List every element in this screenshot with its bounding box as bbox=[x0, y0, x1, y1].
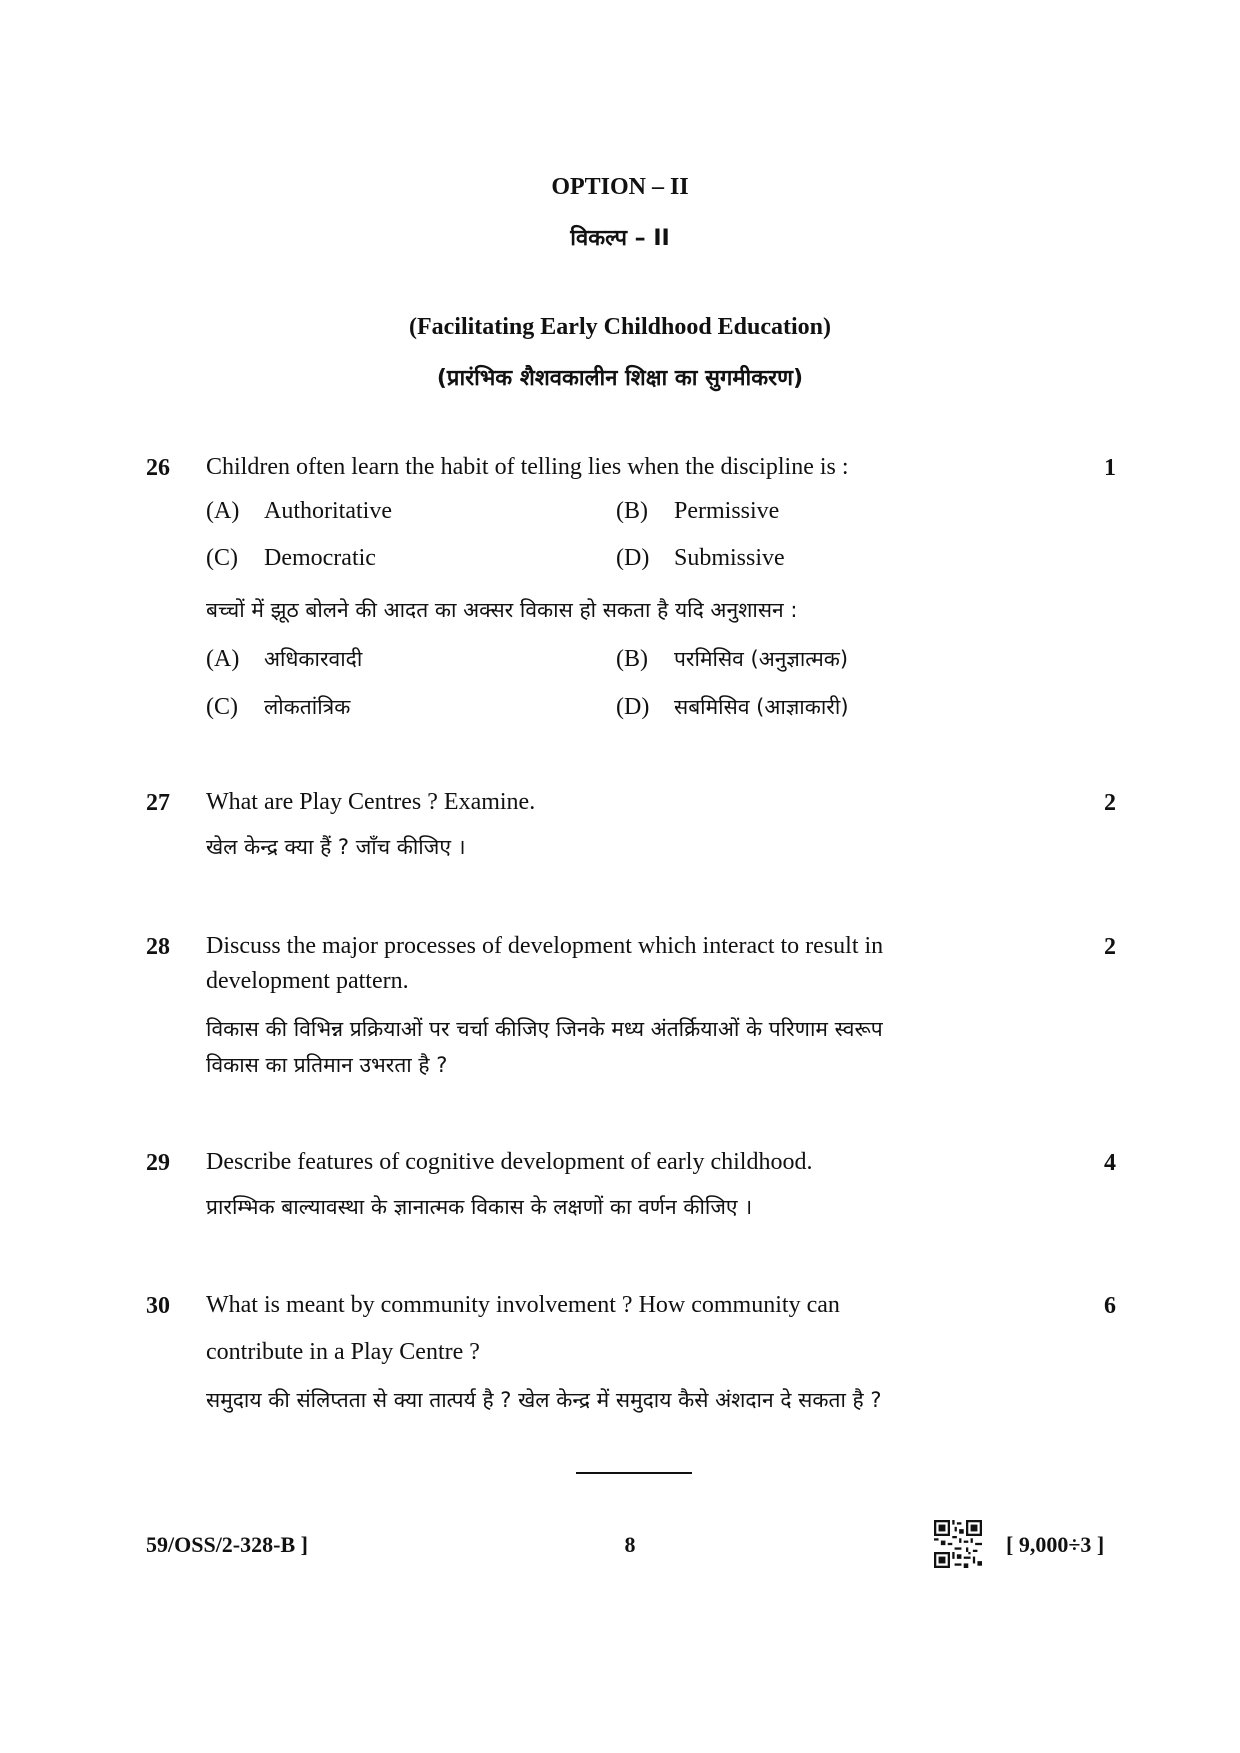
question-marks: 2 bbox=[1104, 790, 1116, 816]
question-text-line-2: contribute in a Play Centre ? bbox=[206, 1339, 480, 1365]
option-c bbox=[206, 545, 376, 572]
question-marks: 2 bbox=[1104, 934, 1116, 960]
option-label: (C) bbox=[206, 545, 238, 571]
question-text-line-1: What is meant by community involvement ? How community can bbox=[206, 1292, 840, 1318]
option-text: Submissive bbox=[674, 545, 785, 571]
question-marks: 6 bbox=[1104, 1293, 1116, 1319]
option-label: (D) bbox=[616, 545, 650, 571]
option-label: (C) bbox=[206, 694, 238, 720]
qr-code-icon bbox=[934, 1520, 982, 1568]
option-text: Democratic bbox=[264, 545, 376, 571]
question-text-hindi-line-1: विकास की विभिन्न प्रक्रियाओं पर चर्चा कीजिए जिनके मध्य अंतर्क्रियाओं के परिणाम स्वरूप bbox=[206, 1017, 883, 1041]
question-number: 28 bbox=[146, 934, 170, 960]
option-label: (D) bbox=[616, 694, 650, 720]
option-text: Permissive bbox=[674, 498, 780, 524]
option-a-hindi bbox=[206, 645, 362, 673]
option-label: (A) bbox=[206, 498, 240, 524]
question-text-hindi: समुदाय की संलिप्तता से क्या तात्पर्य है ? खेल केन्द्र में समुदाय कैसे अंशदान दे सकता है ? bbox=[206, 1388, 882, 1412]
question-text-hindi-line-2: विकास का प्रतिमान उभरता है ? bbox=[206, 1053, 448, 1077]
question-text-hindi: खेल केन्द्र क्या हैं ? जाँच कीजिए । bbox=[206, 835, 466, 859]
question-marks: 4 bbox=[1104, 1150, 1116, 1176]
page-number: 8 bbox=[624, 1532, 636, 1557]
print-info: [ 9,000÷3 ] bbox=[1006, 1532, 1105, 1557]
option-text: परमिसिव (अनुज्ञात्मक) bbox=[674, 647, 849, 671]
end-divider bbox=[576, 1472, 692, 1474]
option-text: Authoritative bbox=[264, 498, 392, 524]
subject-title: (Facilitating Early Childhood Education) bbox=[408, 314, 832, 340]
option-label: (A) bbox=[206, 646, 240, 672]
question-marks: 1 bbox=[1104, 455, 1116, 481]
question-text-line-1: Discuss the major processes of development which interact to result in bbox=[206, 933, 884, 959]
question-number: 27 bbox=[146, 790, 170, 816]
question-number: 29 bbox=[146, 1150, 170, 1176]
question-text: What are Play Centres ? Examine. bbox=[206, 789, 536, 815]
question-text: Describe features of cognitive development of early childhood. bbox=[206, 1149, 813, 1175]
option-title-hindi: विकल्प – II bbox=[570, 226, 670, 251]
option-d bbox=[616, 545, 785, 572]
question-number: 26 bbox=[146, 455, 170, 481]
option-text: अधिकारवादी bbox=[264, 647, 363, 671]
option-text: सबमिसिव (आज्ञाकारी) bbox=[674, 695, 849, 719]
subject-title-hindi: (प्रारंभिक शैशवकालीन शिक्षा का सुगमीकरण) bbox=[436, 366, 804, 391]
option-title: OPTION – II bbox=[551, 174, 689, 200]
option-text: लोकतांत्रिक bbox=[264, 695, 351, 719]
question-text-hindi: बच्चों में झूठ बोलने की आदत का अक्सर विकास हो सकता है यदि अनुशासन : bbox=[206, 598, 798, 622]
paper-code: 59/OSS/2-328-B ] bbox=[146, 1532, 308, 1557]
option-c-hindi bbox=[206, 693, 350, 721]
question-text: Children often learn the habit of telling lies when the discipline is : bbox=[206, 454, 849, 480]
question-number: 30 bbox=[146, 1293, 170, 1319]
option-a bbox=[206, 498, 392, 525]
option-b bbox=[616, 498, 779, 525]
option-label: (B) bbox=[616, 646, 648, 672]
option-d-hindi bbox=[616, 693, 849, 721]
option-label: (B) bbox=[616, 498, 648, 524]
question-text-hindi: प्रारम्भिक बाल्यावस्था के ज्ञानात्मक विकास के लक्षणों का वर्णन कीजिए । bbox=[206, 1195, 753, 1219]
question-text-line-2: development pattern. bbox=[206, 968, 409, 994]
option-b-hindi bbox=[616, 645, 848, 673]
